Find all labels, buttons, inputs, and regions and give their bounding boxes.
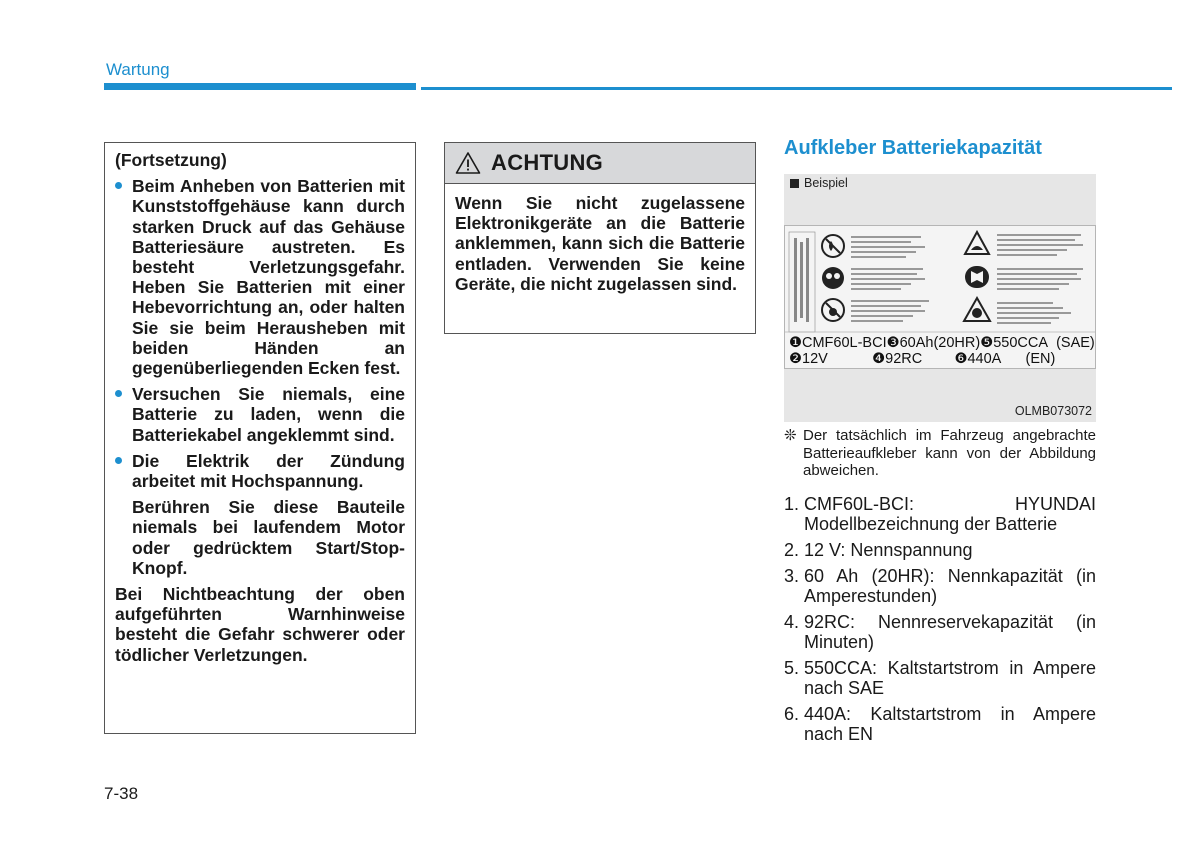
item-number: 2.	[784, 540, 800, 560]
item-number: 1.	[784, 494, 800, 514]
spec-capacity: 60Ah(20HR)	[899, 335, 981, 351]
marker-3: ❸	[886, 335, 900, 351]
item-text: 440A: Kaltstartstrom in Ampere nach EN	[804, 704, 1096, 744]
figure-note	[784, 427, 1096, 480]
spec-cca-en: 440A	[967, 351, 1002, 367]
spec-reserve: 92RC	[885, 351, 923, 367]
warning-bullet	[115, 176, 405, 378]
spec-en-tag: (EN)	[1025, 351, 1056, 367]
warning-pictograms-left	[822, 235, 844, 321]
warning-bullet	[115, 451, 405, 491]
bullet-dot-icon	[115, 182, 122, 189]
list-item	[784, 704, 1096, 744]
spec-cca-sae: 550CCA	[993, 335, 1049, 351]
battery-label-heading: Aufkleber Batteriekapazität	[784, 137, 1042, 159]
list-item	[784, 566, 1096, 606]
bullet-text: Beim Anheben von Batterien mit Kunststoffgehäuse kann durch starken Druck auf das Gehäuse Batteriesäure austreten. Es besteht Verletzungsgefahr. Heben Sie Batterien mit einer Hebevorrichtung an, oder halten Sie sie beim Herausheben mit beiden Händen an gegenüberliegenden Ecken fest.	[132, 176, 405, 379]
bullet-sub-paragraph: Berühren Sie diese Bauteile niemals bei laufendem Motor oder gedrücktem Start/Stop-Knopf.	[132, 497, 405, 578]
label-spec-row-1	[789, 336, 1095, 351]
warning-pictograms-right	[964, 232, 990, 321]
battery-label-sticker	[784, 225, 1096, 369]
bullet-text: Versuchen Sie niemals, eine Batterie zu laden, wenn die Batteriekabel angeklemmt sind.	[132, 384, 405, 445]
marker-2: ❷	[789, 351, 802, 367]
note-mark-icon: ❊	[784, 427, 797, 444]
warning-consequence: Bei Nichtbeachtung der oben aufgeführten Warnhinweise besteht die Gefahr schwerer oder tödlicher Verletzungen.	[115, 584, 405, 665]
label-spec-row-2	[789, 352, 1055, 367]
bullet-dot-icon	[115, 457, 122, 464]
marker-4: ❹	[872, 351, 886, 367]
continuation-label: (Fortsetzung)	[115, 150, 227, 170]
bullet-dot-icon	[115, 390, 122, 397]
marker-5: ❺	[980, 335, 994, 351]
bullet-text: Die Elektrik der Zündung arbeitet mit Hochspannung.	[132, 450, 405, 492]
caption-square-icon	[790, 179, 799, 188]
spec-sae-tag: (SAE)	[1056, 335, 1095, 351]
spec-model: CMF60L-BCI	[802, 335, 887, 351]
warning-bullet-list	[115, 176, 405, 491]
item-number: 3.	[784, 566, 800, 586]
warning-triangle-icon	[455, 151, 481, 175]
figure-caption-text: Beispiel	[804, 176, 848, 190]
warning-continuation-box	[104, 142, 416, 734]
marker-1: ❶	[789, 335, 802, 351]
list-item	[784, 612, 1096, 652]
achtung-text: Wenn Sie nicht zugelassene Elektronikgeräte an die Batterie anklemmen, kann sich die Batterie entladen. Verwenden Sie keine Geräte, die nicht zugelassen sind.	[455, 193, 745, 294]
section-title: Wartung	[106, 60, 170, 79]
marker-6: ❻	[954, 351, 968, 367]
label-explanation-list	[784, 494, 1096, 750]
item-number: 4.	[784, 612, 800, 632]
achtung-title: ACHTUNG	[491, 150, 604, 175]
header-rule-thin	[421, 87, 1172, 90]
item-text: 550CCA: Kaltstartstrom in Ampere nach SAE	[804, 658, 1096, 698]
battery-label-figure	[784, 174, 1096, 422]
list-item	[784, 658, 1096, 698]
item-text: 92RC: Nennreservekapazität (in Minuten)	[804, 612, 1096, 652]
warning-bullet	[115, 384, 405, 445]
item-number: 6.	[784, 704, 800, 724]
page-number: 7-38	[104, 784, 139, 803]
list-item	[784, 494, 1096, 534]
achtung-header	[445, 143, 755, 184]
achtung-box	[444, 142, 756, 334]
spec-voltage: 12V	[802, 351, 828, 367]
item-text: 12 V: Nennspannung	[804, 540, 973, 560]
note-text: Der tatsächlich im Fahrzeug angebrachte Batterieaufkleber kann von der Abbildung abweichen.	[803, 427, 1096, 479]
figure-caption	[790, 176, 848, 190]
item-text: CMF60L-BCI: HYUNDAI Modellbezeichnung der Batterie	[804, 494, 1096, 534]
list-item	[784, 540, 1096, 560]
item-text: 60 Ah (20HR): Nennkapazität (in Amperestunden)	[804, 566, 1096, 606]
item-number: 5.	[784, 658, 800, 678]
figure-code: OLMB073072	[1014, 404, 1092, 418]
header-rule-thick	[104, 83, 416, 90]
